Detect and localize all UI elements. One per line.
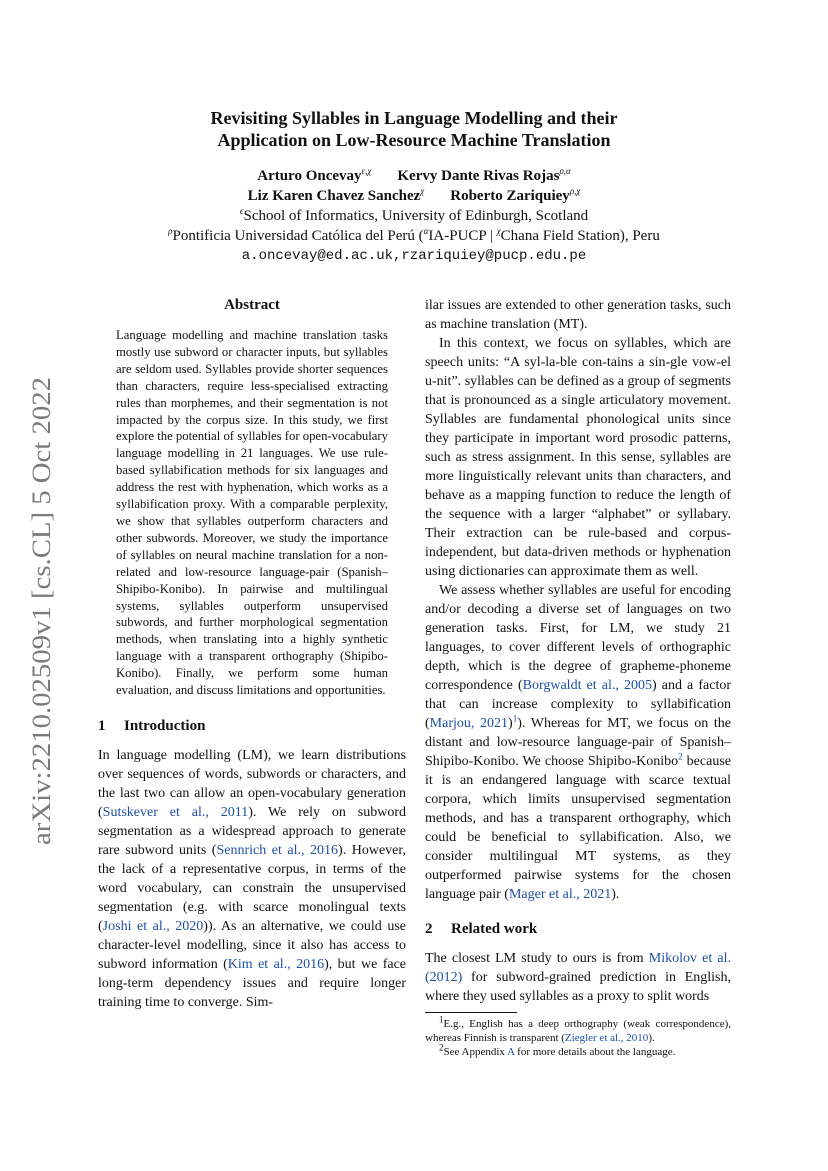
- footnote-rule: [425, 1012, 517, 1013]
- affiliation-pucp: $^\rho$Pontificia Universidad Católica del Perú ($^\alpha$IA-PUCP | $^\chi$Chana Field Station), Peru: [168, 226, 660, 244]
- citation-link[interactable]: Sennrich et al., 2016: [216, 842, 339, 858]
- right-column: [425, 296, 731, 1059]
- author-block: [0, 166, 828, 266]
- citation-link[interactable]: Kim et al., 2016: [227, 956, 325, 972]
- title-line-2: Application on Low-Resource Machine Translation: [217, 130, 611, 150]
- footnote-2: $^2$See Appendix A for more details about the language.: [439, 1042, 676, 1058]
- intro-paragraph: In language modelling (LM), we learn distributions over sequences of words, subwords or characters, and the last two can allow an open-vocabulary generation (Sutskever et al., 2011). We rely on subword segmentation as a widespread approach to generate rare subword units (Sennrich et al., 2016). However, the lack of a representative corpus, in terms of the word vocabulary, can constrain the unsupervised segmentation (e.g. with scarce monolingual texts (Joshi et al., 2020)). As an alternative, we could use character-level modelling, since it also has access to subword information (Kim et al., 2016), but we face long-term dependency issues and require longer training time to converge. Sim-: [98, 747, 407, 1010]
- footnote-link[interactable]: 2: [678, 751, 683, 762]
- citation-link[interactable]: Joshi et al., 2020: [102, 918, 204, 934]
- author-affiliation-mark: ρ,χ: [569, 186, 581, 196]
- body-paragraph: We assess whether syllables are useful for encoding and/or decoding a diverse set of languages on two generation tasks. First, for LM, we study 21 languages, to cover different levels of orthographic depth, which is the degree of grapheme-phoneme correspondence (Borgwaldt et al., 2005) and a factor that can increase complexity to syllabification (Marjou, 2021)$^1$). Whereas for MT, we focus on the distant and low-resource language-pair of Spanish–Shipibo-Konibo. We choose Shipibo-Konibo$^2$ because it is an endangered language with scarce textual corpora, which limits unsupervised segmentation methods, and has a transparent orthography, which could be beneficial to syllabification. Also, we consider multilingual MT systems, as they outperformed pairwise systems for the chosen language pair (Mager et al., 2021).: [425, 583, 731, 902]
- section-heading-introduction: 1 Introduction: [98, 717, 206, 734]
- author: Arturo Oncevay$^{\epsilon,\chi}$: [257, 166, 372, 184]
- citation-link[interactable]: Ziegler et al., 2010: [564, 1032, 649, 1044]
- author: Liz Karen Chavez Sanchez$^\chi$: [247, 186, 425, 204]
- citation-link[interactable]: Marjou, 2021: [429, 716, 509, 731]
- body-paragraph: ilar issues are extended to other generation tasks, such as machine translation (MT).: [425, 298, 731, 332]
- arxiv-stamp-text: arXiv:2210.02509v1 [cs.CL] 5 Oct 2022: [27, 421, 56, 845]
- section-heading-related-work: 2 Related work: [425, 921, 538, 937]
- citation-link[interactable]: Borgwaldt et al., 2005: [522, 678, 652, 693]
- footnote-link[interactable]: 1: [512, 713, 518, 724]
- author-emails: a.oncevay@ed.ac.uk,rzariquiey@pucp.edu.pe: [241, 248, 587, 264]
- citation-link[interactable]: Sutskever et al., 2011: [102, 804, 249, 820]
- abstract-heading: Abstract: [224, 297, 280, 313]
- affiliation-edinburgh: $^\epsilon$School of Informatics, University of Edinburgh, Scotland: [239, 206, 589, 224]
- body-paragraph: In this context, we focus on syllables, which are speech units: “A syl-la-ble con-tains a sin-gle vow-el u-nit”. syllables can be defined as a group of segments that is pronounced as a single articulatory movement. Syllables are fundamental phonological units since they participate in important word prosodic patterns, such as stress assignment. In this sense, syllables are more linguistically relevant units than characters, and behave as a mapping function to reduce the length of the sequence with a larger “alphabet” or syllabary. Their extraction can be rule-based and corpus-independent, but data-driven methods or hyphenation using dictionaries can approximate them as well.: [425, 336, 731, 579]
- left-column: [98, 296, 406, 1012]
- author: Roberto Zariquiey$^{\rho,\chi}$: [450, 186, 581, 204]
- related-work-paragraph: The closest LM study to ours is from Mikolov et al. (2012) for subword-grained prediction in English, where they used syllables as a proxy to split words: [425, 951, 731, 1004]
- appendix-link[interactable]: A: [507, 1046, 515, 1058]
- author-row-2: [0, 186, 828, 206]
- citation-link[interactable]: Mager et al., 2021: [508, 887, 612, 902]
- title-line-1: Revisiting Syllables in Language Modelling and their: [210, 108, 618, 128]
- author-affiliation-mark: ρ,α: [559, 166, 571, 176]
- citation-link[interactable]: Mikolov et al. (2012): [425, 951, 731, 985]
- author-row-1: [0, 166, 828, 186]
- author-affiliation-mark: ϵ,χ: [361, 166, 372, 176]
- abstract-text: Language modelling and machine translation tasks mostly use subword or character inputs, but syllables are seldom used. Syllables provide shorter sequences than characters, require less-specialised extracting rules than morphemes, and their segmentation is not impacted by the corpus size. In this study, we first explore the potential of syllables for open-vocabulary language modelling in 21 languages. We use rule-based syllabification methods for six languages and address the rest with hyphenation, which works as a syllabification proxy. With a comparable perplexity, we show that syllables outperform characters and other subwords. Moreover, we study the importance of syllables on neural machine translation for a non-related and low-resource language-pair (Spanish–Shipibo-Konibo). In pairwise and multilingual systems, syllables outperform unsupervised subwords, and further morphological segmentation methods, when translating into a highly synthetic language with a transparent orthography (Shipibo-Konibo). Finally, we perform some human evaluation, and discuss limitations and opportunities.: [116, 328, 388, 698]
- footnote-1: $^1$E.g., English has a deep orthography (weak correspondence), whereas Finnish is transparent (Ziegler et al., 2010).: [425, 1014, 731, 1044]
- arxiv-side-stamp: [10, 375, 62, 845]
- author-affiliation-mark: χ: [420, 186, 425, 196]
- author: Kervy Dante Rivas Rojas$^{\rho,\alpha}$: [397, 166, 571, 184]
- paper-title: [0, 107, 828, 151]
